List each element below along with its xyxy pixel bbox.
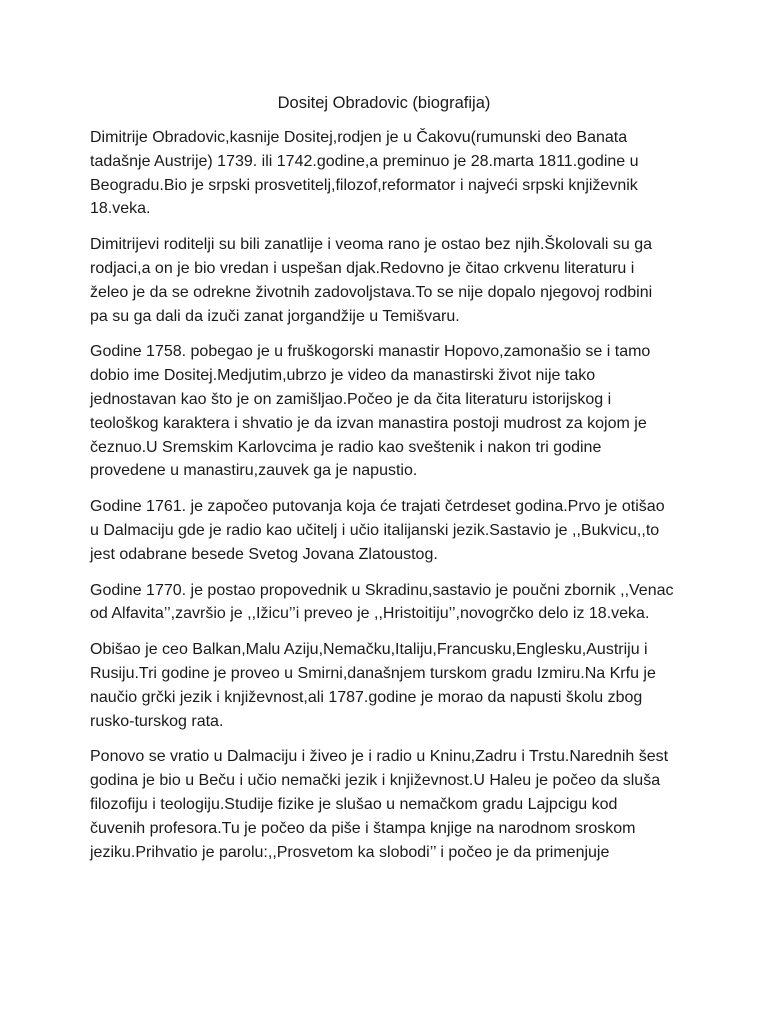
text-line: rusko-turskog rata.	[90, 712, 224, 730]
paragraph-birth	[90, 126, 700, 221]
text-line: Godine 1761. je započeo putovanja koja će trajati četrdeset godina.Prvo je otišao	[90, 498, 665, 516]
text-line: Godine 1758. pobegao je u fruškogorski manastir Hopovo,zamonašio se i tamo	[90, 343, 651, 361]
text-line: tadašnje Austrije) 1739. ili 1742.godine,a preminuo je 28.marta 1811.godine u	[90, 152, 639, 170]
text-line: čuvenih profesora.Tu je počeo da piše i štampa knjige na narodnom sroskom	[90, 819, 636, 837]
paragraph-travels	[90, 495, 700, 566]
text-line: u Dalmaciju gde je radio kao učitelj i učio italijanski jezik.Sastavio je ,,Bukvicu,,to	[90, 521, 660, 539]
text-line: filozofiju i teologiju.Studije fizike je slušao u nemačkom gradu Lajpcigu kod	[90, 795, 618, 813]
text-line: Beogradu.Bio je srpski prosvetitelj,filozof,reformator i najveći srpski književnik	[90, 176, 638, 194]
paragraph-journeys	[90, 638, 700, 733]
text-line: dobio ime Dositej.Medjutim,ubrzo je video da manastirski život nije tako	[90, 367, 596, 385]
text-line: teološkog karaktera i shvatio je da izvan manastira postoji mudrost za kojom je	[90, 414, 647, 432]
text-line: Obišao je ceo Balkan,Malu Aziju,Nemačku,Italiju,Francusku,Englesku,Austriju i	[90, 641, 648, 659]
paragraph-return	[90, 745, 700, 864]
text-line: godina je bio u Beču i učio nemački jezik i književnost.U Haleu je počeo da sluša	[90, 772, 661, 790]
document-body	[90, 126, 700, 876]
paragraph-monastery	[90, 340, 700, 483]
text-line: pa su ga dali da izuči zanat jorgandžije u Temišvaru.	[90, 307, 460, 325]
text-line: jednostavan kao što je on zamišljao.Počeo je da čita literaturu istorijskog i	[90, 390, 612, 408]
text-line: 18.veka.	[90, 200, 151, 218]
paragraph-childhood	[90, 233, 700, 328]
text-line: Rusiju.Tri godine je proveo u Smirni,današnjem turskom gradu Izmiru.Na Krfu je	[90, 664, 656, 682]
text-line: Godine 1770. je postao propovednik u Skradinu,sastavio je poučni zbornik ,,Venac	[90, 581, 674, 599]
text-line: Dimitrijevi roditelji su bili zanatlije i veoma rano je ostao bez njih.Školovali su ga	[90, 236, 653, 254]
text-line: jest odabrane besede Svetog Jovana Zlatoustog.	[90, 545, 438, 563]
paragraph-skradin	[90, 579, 700, 627]
document-title: Dositej Obradovic (biografija)	[277, 94, 491, 112]
text-line: provedene u manastiru,zauvek ga je napustio.	[90, 462, 418, 480]
text-line: rodjaci,a on je bio vredan i uspešan djak.Redovno je čitao crkvenu literaturu i	[90, 259, 635, 277]
text-line: Dimitrije Obradovic,kasnije Dositej,rodjen je u Čakovu(rumunski deo Banata	[90, 129, 628, 146]
text-line: želeo je da se odrekne životnih zadovoljstava.To se nije dopalo njegovoj rodbini	[90, 283, 653, 301]
text-line: Ponovo se vratio u Dalmaciju i živeo je i radio u Kninu,Zadru i Trstu.Narednih šest	[90, 748, 669, 766]
text-line: od Alfavita’’,završio je ,,Ižicu’’i preveo je ,,Hristoitiju’’,novogrčko delo iz 18.veka.	[90, 605, 650, 623]
text-line: jeziku.Prihvatio je parolu:,,Prosvetom ka slobodi’’ i počeo je da primenjuje	[90, 843, 610, 861]
text-line: naučio grčki jezik i književnost,ali 1787.godine je morao da napusti školu zbog	[90, 688, 643, 706]
text-line: čeznuo.U Sremskim Karlovcima je radio kao sveštenik i nakon tri godine	[90, 438, 602, 456]
